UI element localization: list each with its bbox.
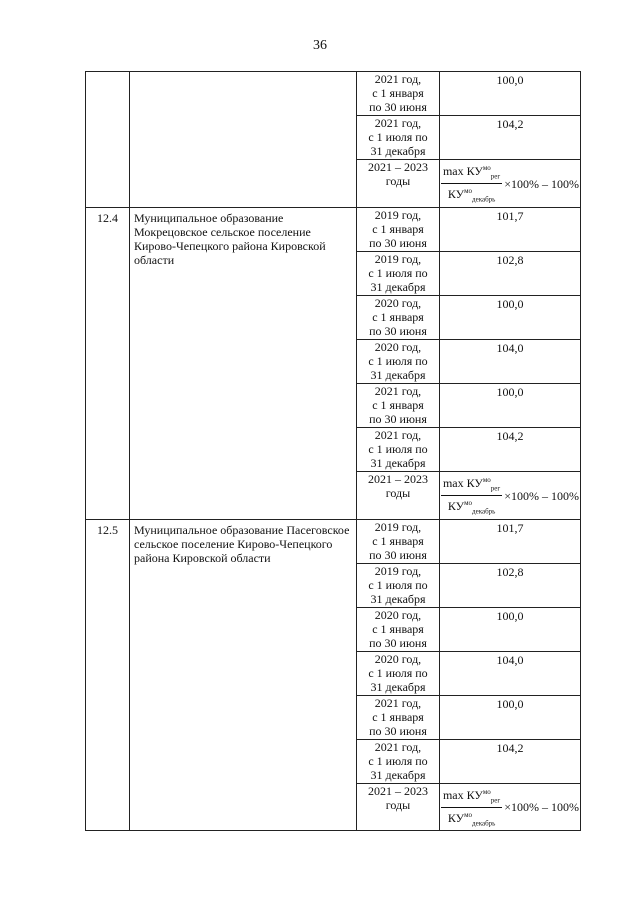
- period-line: 31 декабря: [370, 767, 426, 782]
- item-number: 12.4: [86, 207, 130, 519]
- formula-sub: декабрь: [472, 195, 496, 204]
- period-cell: [357, 116, 440, 160]
- period-line: годы: [385, 174, 411, 188]
- period-cell: [357, 519, 440, 563]
- period-cell: [357, 295, 440, 339]
- period-cell: [357, 695, 440, 739]
- index-formula: [440, 473, 580, 519]
- formula-max: max КУ: [442, 164, 483, 178]
- period-line: с 1 июля по: [368, 265, 428, 280]
- period-cell: [357, 783, 440, 831]
- period-line: по 30 июня: [369, 547, 427, 562]
- period-cell: [357, 251, 440, 295]
- index-formula: [440, 161, 580, 207]
- period-line: 2021 год,: [374, 695, 422, 710]
- period-line: 2021 – 2023: [368, 160, 428, 174]
- period-line: 2021 – 2023: [368, 471, 428, 486]
- period-cell: [357, 207, 440, 251]
- period-line: 2021 год,: [374, 383, 422, 398]
- formula-ku: КУ: [447, 187, 465, 202]
- period-line: годы: [385, 797, 411, 812]
- period-line: по 30 июня: [369, 100, 427, 114]
- index-value: 100,0: [440, 383, 581, 427]
- period-line: 2021 год,: [374, 72, 422, 86]
- index-value: 100,0: [440, 695, 581, 739]
- index-value: 100,0: [440, 295, 581, 339]
- period-cell: [357, 160, 440, 208]
- period-line: с 1 июля по: [368, 577, 428, 592]
- period-line: 2019 год,: [374, 563, 422, 578]
- period-cell: [357, 607, 440, 651]
- index-value: 104,2: [440, 116, 581, 160]
- index-value: 104,2: [440, 427, 581, 471]
- formula-sup: мо: [464, 810, 473, 819]
- period-line: 2021 год,: [374, 427, 422, 442]
- period-line: по 30 июня: [369, 723, 427, 738]
- index-value: 102,8: [440, 251, 581, 295]
- period-cell: [357, 471, 440, 519]
- formula-sup: мо: [482, 787, 491, 796]
- period-line: с 1 июля по: [368, 353, 428, 368]
- period-line: 2021 год,: [374, 116, 422, 130]
- period-line: с 1 января: [372, 397, 424, 412]
- formula-tail: ×100% – 100%: [504, 488, 580, 503]
- formula-numerator: [441, 473, 502, 496]
- period-line: 31 декабря: [370, 679, 426, 694]
- formula-sub: рег: [490, 484, 501, 493]
- formula-numerator: [441, 161, 502, 184]
- index-value: 101,7: [440, 519, 581, 563]
- formula-sup: мо: [482, 164, 491, 172]
- tariff-table: [85, 71, 581, 831]
- period-line: 2020 год,: [374, 339, 422, 354]
- period-cell: [357, 339, 440, 383]
- formula-cell: [440, 160, 581, 208]
- period-line: с 1 января: [372, 221, 424, 236]
- period-line: по 30 июня: [369, 635, 427, 650]
- formula-tail: ×100% – 100%: [504, 800, 580, 815]
- formula-fraction: [441, 473, 502, 519]
- formula-denominator: [446, 184, 498, 206]
- period-line: 31 декабря: [370, 367, 426, 382]
- formula-max: max КУ: [442, 475, 483, 490]
- index-value: 104,0: [440, 651, 581, 695]
- index-formula: [440, 785, 580, 831]
- formula-sup: мо: [464, 187, 473, 196]
- period-line: по 30 июня: [369, 235, 427, 250]
- municipality-name: [130, 72, 357, 208]
- period-cell: [357, 651, 440, 695]
- formula-sub: рег: [490, 795, 501, 804]
- period-cell: [357, 72, 440, 116]
- formula-cell: [440, 783, 581, 831]
- period-line: с 1 января: [372, 309, 424, 324]
- table-row: [86, 519, 581, 563]
- table-row: [86, 207, 581, 251]
- formula-tail: ×100% – 100%: [504, 176, 580, 191]
- item-number: 12.5: [86, 519, 130, 831]
- formula-max: max КУ: [442, 787, 483, 802]
- formula-sup: мо: [464, 499, 473, 508]
- period-cell: [357, 739, 440, 783]
- index-value: 104,2: [440, 739, 581, 783]
- period-line: 2021 – 2023: [368, 783, 428, 798]
- period-cell: [357, 563, 440, 607]
- period-line: с 1 января: [372, 86, 424, 100]
- municipality-name: Муниципальное образование Пасеговское сельское поселение Кирово-Чепецкого района Кировской области: [130, 519, 357, 831]
- period-line: с 1 января: [372, 709, 424, 724]
- period-cell: [357, 383, 440, 427]
- period-line: 2020 год,: [374, 607, 422, 622]
- formula-numerator: [441, 785, 502, 808]
- period-line: с 1 января: [372, 621, 424, 636]
- period-line: с 1 января: [372, 533, 424, 548]
- period-line: по 30 июня: [369, 411, 427, 426]
- formula-ku: КУ: [447, 810, 465, 825]
- period-line: 2021 год,: [374, 739, 422, 754]
- index-value: 100,0: [440, 607, 581, 651]
- period-line: с 1 июля по: [368, 665, 428, 680]
- index-value: 100,0: [440, 72, 581, 116]
- period-line: 31 декабря: [370, 591, 426, 606]
- municipality-name: Муниципальное образование Мокрецовское сельское поселение Кирово-Чепецкого района Кировской области: [130, 207, 357, 519]
- formula-ku: КУ: [447, 499, 465, 514]
- formula-sub: декабрь: [472, 819, 496, 828]
- page-number: 36: [313, 38, 327, 53]
- period-line: 2019 год,: [374, 207, 422, 222]
- period-line: с 1 июля по: [368, 753, 428, 768]
- period-line: 2020 год,: [374, 295, 422, 310]
- period-cell: [357, 427, 440, 471]
- period-line: 31 декабря: [370, 144, 426, 158]
- item-number: [86, 72, 130, 208]
- period-line: с 1 июля по: [368, 130, 428, 144]
- period-line: по 30 июня: [369, 323, 427, 338]
- table-row: [86, 72, 581, 116]
- index-value: 101,7: [440, 207, 581, 251]
- period-line: 2019 год,: [374, 519, 422, 534]
- index-value: 104,0: [440, 339, 581, 383]
- formula-denominator: [446, 808, 498, 830]
- period-line: 31 декабря: [370, 279, 426, 294]
- formula-denominator: [446, 496, 498, 518]
- formula-fraction: [441, 161, 502, 207]
- index-value: 102,8: [440, 563, 581, 607]
- period-line: 31 декабря: [370, 455, 426, 470]
- formula-sub: рег: [490, 172, 501, 181]
- period-line: с 1 июля по: [368, 441, 428, 456]
- period-line: 2020 год,: [374, 651, 422, 666]
- period-line: годы: [385, 485, 411, 500]
- formula-fraction: [441, 785, 502, 831]
- period-line: 2019 год,: [374, 251, 422, 266]
- formula-sub: декабрь: [472, 507, 496, 516]
- formula-cell: [440, 471, 581, 519]
- formula-sup: мо: [482, 475, 491, 484]
